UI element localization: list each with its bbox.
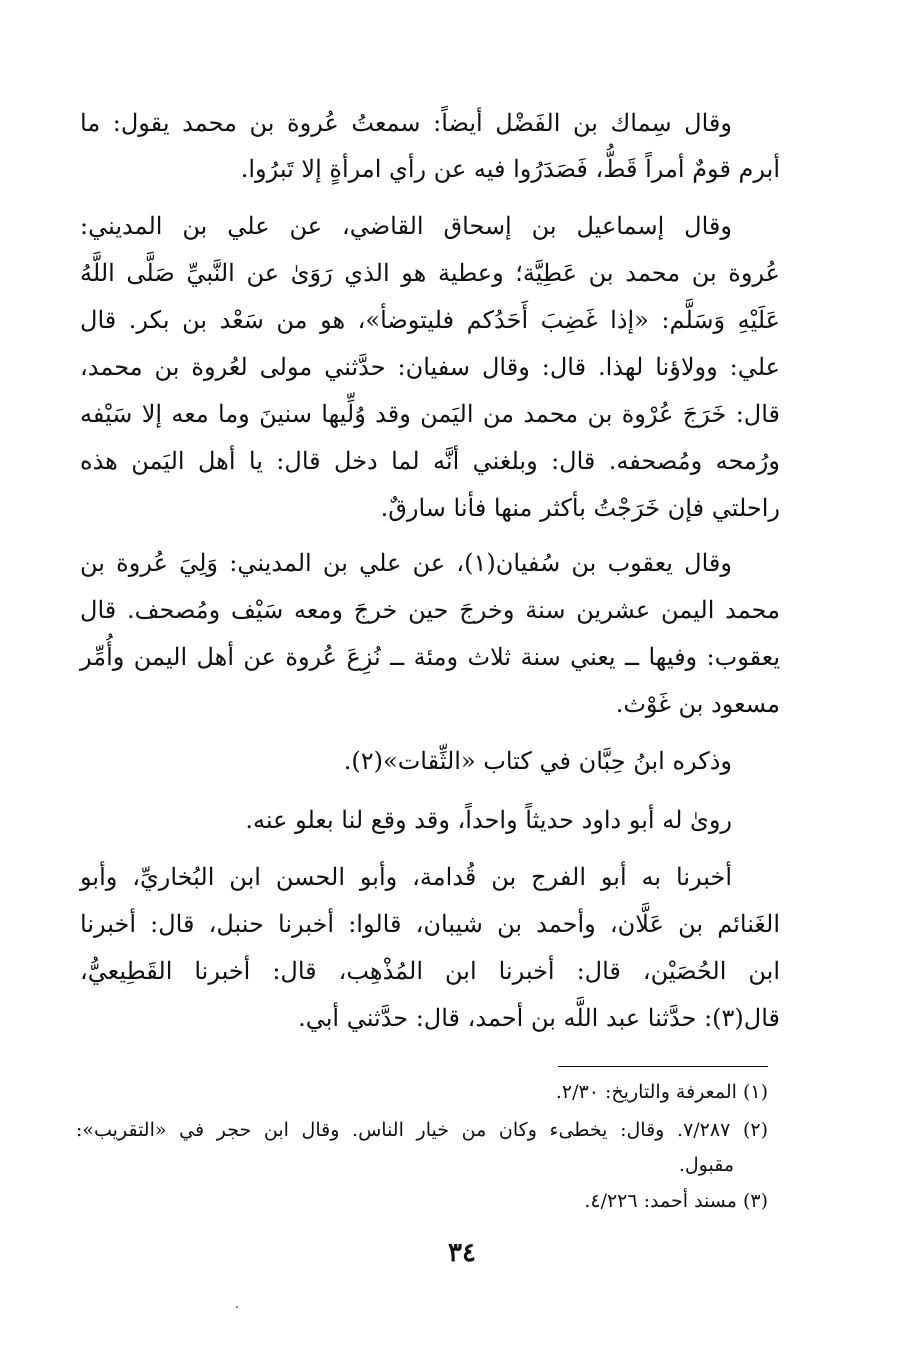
text-line: علي: وولاؤنا لهذا. قال: وقال سفيان: حدَّثني مولى لعُروة بن محمد،: [80, 353, 780, 381]
text-line: وقال إسماعيل بن إسحاق القاضي، عن علي بن المديني:: [80, 212, 732, 240]
text-line: محمد اليمن عشرين سنة وخرجَ حين خرجَ ومعه سَيْف ومُصحف. قال: [80, 596, 780, 624]
footnote: (١) المعرفة والتاريخ: ٢/٣٠.: [555, 1081, 768, 1103]
footnote-separator: [558, 1066, 768, 1067]
text-line: روىٰ له أبو داود حديثاً واحداً، وقد وقع لنا بعلو عنه.: [245, 806, 732, 834]
text-line: الغَنائم بن عَلَّان، وأحمد بن شيبان، قالوا: أخبرنا حنبل، قال: أخبرنا: [80, 910, 780, 938]
text-line: وذكره ابنُ حِبَّان في كتاب «الثِّقات»(٢).: [343, 747, 732, 775]
text-line: ورُمحه ومُصحفه. قال: وبلغني أنَّه لما دخل قال: يا أهل اليَمن هذه: [80, 447, 780, 475]
text-line: عُروة بن محمد بن عَطِيَّة؛ وعطية هو الذي رَوَىٰ عن النَّبيِّ صَلَّى اللَّهُ: [80, 259, 780, 287]
text-line: أبرم قومٌ أمراً قَطُّ، فَصَدَرُوا فيه عن رأي امرأةٍ إلا تَبرُوا.: [240, 155, 780, 183]
text-line: عَلَيْهِ وَسَلَّم: «إذا غَضِبَ أَحَدُكم فليتوضأ»، هو من سَعْد بن بكر. قال: [80, 306, 780, 334]
scan-speck: [236, 1306, 238, 1308]
text-line: قال: خَرَجَ عُرْوة بن محمد من اليَمن وقد وُلِّيها سنينَ وما معه إلا سَيْفه: [80, 400, 780, 428]
footnote: (٢) ٧/٢٨٧. وقال: يخطىء وكان من خيار الناس. وقال ابن حجر في «التقريب»:: [76, 1119, 769, 1141]
page-number: ٣٤: [448, 1238, 476, 1268]
text-line: قال(٣): حدَّثنا عبد اللَّه بن أحمد، قال: حدَّثني أبي.: [298, 1004, 780, 1032]
text-line: وقال يعقوب بن سُفيان(١)، عن علي بن المديني: وَلِيَ عُروة بن: [80, 549, 732, 577]
text-line: مسعود بن غَوْث.: [615, 690, 780, 718]
text-line: يعقوب: وفيها ــ يعني سنة ثلاث ومئة ــ نُزِعَ عُروة عن أهل اليمن وأُمِّر: [80, 643, 780, 671]
footnote: (٣) مسند أحمد: ٤/٢٢٦.: [584, 1190, 768, 1212]
text-line: أخبرنا به أبو الفرج بن قُدامة، وأبو الحسن ابن البُخاريِّ، وأبو: [80, 863, 732, 891]
text-line: راحلتي فإن خَرَجْتُ بأكثر منها فأنا سارقٌ.: [380, 494, 780, 522]
text-line: ابن الحُصَيْن، قال: أخبرنا ابن المُذْهِب، قال: أخبرنا القَطِيعيُّ،: [80, 957, 780, 985]
footnote-continuation: مقبول.: [678, 1154, 734, 1176]
text-line: وقال سِماك بن الفَضْل أيضاً: سمعتُ عُروة بن محمد يقول: ما: [80, 109, 732, 137]
